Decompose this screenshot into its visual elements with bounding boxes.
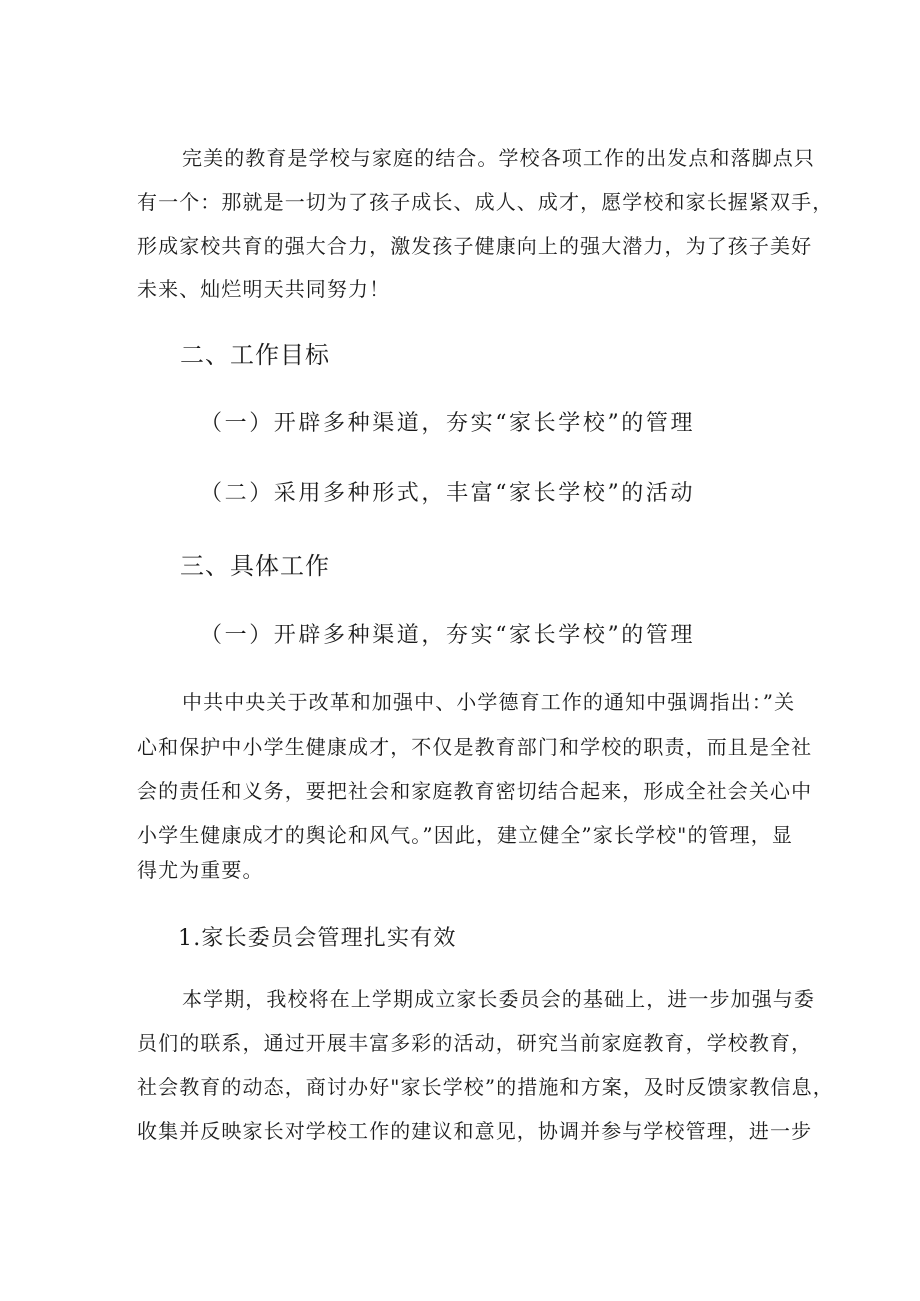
section-2-item-2: （二）采用多种形式，丰富“家长学校”的活动 [200, 481, 696, 506]
section-3-heading: 三、具体工作 [180, 552, 330, 580]
policy-paragraph-line-2: 心和保护中小学生健康成才，不仅是教育部门和学校的职责，而且是全社 [137, 735, 813, 759]
policy-paragraph-line-1: 中共中央关于改革和加强中、小学德育工作的通知中强调指出：”关 [182, 690, 796, 714]
section-2-heading: 二、工作目标 [180, 341, 330, 369]
committee-paragraph-line-4: 收集并反映家长对学校工作的建议和意见，协调并参与学校管理，进一步 [137, 1119, 813, 1143]
intro-paragraph-line-3: 形成家校共育的强大合力，激发孩子健康向上的强大潜力，为了孩子美好 [137, 234, 813, 258]
intro-paragraph-line-2: 有一个：那就是一切为了孩子成长、成人、成才，愿学校和家长握紧双手， [137, 190, 834, 214]
policy-paragraph-line-3: 会的责任和义务，要把社会和家庭教育密切结合起来，形成全社会关心中 [137, 779, 813, 803]
intro-paragraph-line-1: 完美的教育是学校与家庭的结合。学校各项工作的出发点和落脚点只 [182, 146, 815, 170]
intro-paragraph-line-4: 未来、灿烂明天共同努力！ [137, 277, 391, 301]
section-2-item-1: （一）开辟多种渠道，夯实“家长学校”的管理 [200, 411, 696, 436]
committee-paragraph-line-2: 员们的联系，通过开展丰富多彩的活动，研究当前家庭教育，学校教育， [137, 1031, 813, 1055]
section-3-subheading: （一）开辟多种渠道，夯实“家长学校”的管理 [200, 623, 696, 648]
committee-paragraph-line-1: 本学期，我校将在上学期成立家长委员会的基础上，进一步加强与委 [182, 987, 815, 1011]
committee-paragraph-line-3: 社会教育的动态，商讨办好"家长学校”的措施和方案，及时反馈家教信息， [137, 1075, 834, 1099]
policy-paragraph-line-4: 小学生健康成才的舆论和风气。”因此，建立健全”家长学校"的管理，显 [137, 823, 793, 847]
item-1-heading: 1.家长委员会管理扎实有效 [178, 926, 457, 951]
policy-paragraph-line-5: 得尤为重要。 [137, 858, 264, 882]
